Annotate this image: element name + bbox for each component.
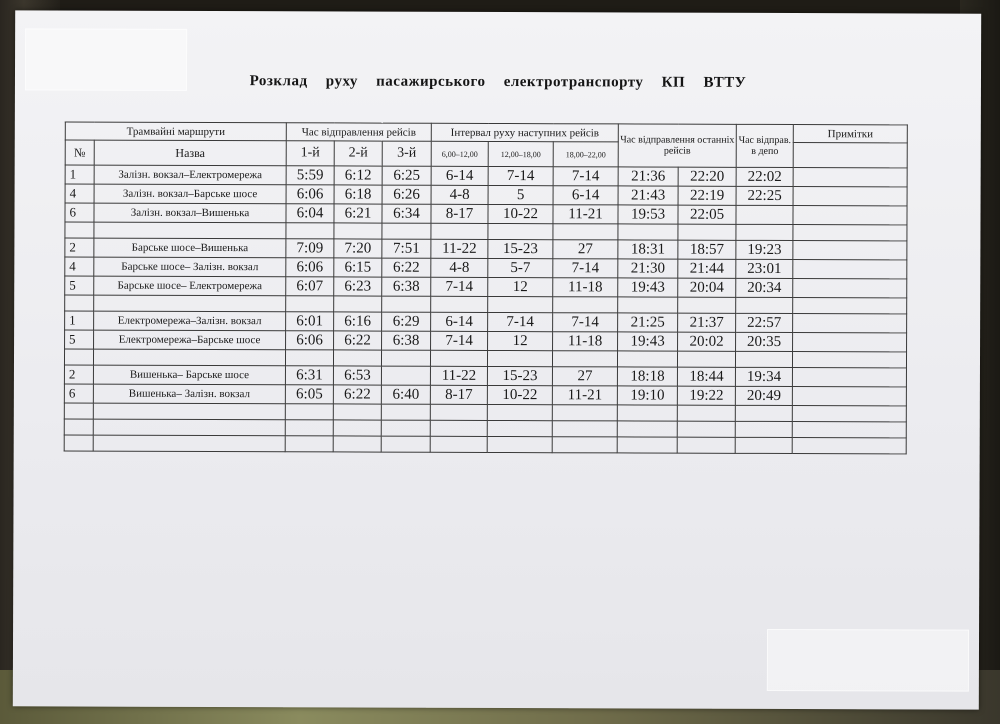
- cell-i1: 11-22: [430, 366, 487, 385]
- header-depot: Час відправ. в депо: [736, 124, 793, 167]
- empty-cell: [382, 223, 431, 239]
- header-last-departure: Час відправлення останніх рейсів: [618, 124, 736, 167]
- cell-depot: 20:35: [736, 332, 793, 351]
- cell-i1: 7-14: [431, 277, 488, 296]
- empty-cell: [617, 437, 677, 453]
- cell-l1: 19:53: [618, 205, 678, 224]
- cell-notes: [793, 168, 907, 187]
- empty-cell: [792, 422, 906, 438]
- empty-cell: [793, 225, 907, 241]
- cell-t1: 6:06: [286, 185, 334, 204]
- cell-depot: 22:02: [736, 167, 793, 186]
- cell-i1: 4-8: [431, 185, 488, 204]
- header-interval-1: 6,00–12,00: [431, 141, 488, 166]
- cell-i2: 15-23: [487, 366, 552, 385]
- cell-t2: 7:20: [334, 239, 382, 258]
- cell-t3: 6:25: [382, 166, 431, 185]
- cell-depot: 19:23: [736, 240, 793, 259]
- empty-cell: [285, 436, 333, 452]
- cell-name: Залізн. вокзал–Електромережа: [94, 165, 286, 185]
- empty-cell: [677, 421, 735, 437]
- cell-t1: 6:31: [285, 366, 333, 385]
- empty-cell: [430, 436, 487, 452]
- empty-cell: [735, 405, 792, 421]
- header-interval: Інтервал руху наступних рейсів: [431, 123, 618, 142]
- empty-cell: [381, 420, 430, 436]
- empty-cell: [286, 223, 334, 239]
- cell-i2: 15-23: [488, 239, 553, 258]
- cell-l2: 22:20: [678, 167, 736, 186]
- empty-cell: [553, 351, 618, 367]
- cell-i3: 6-14: [553, 186, 618, 205]
- empty-cell: [431, 350, 488, 366]
- cell-num: 2: [65, 238, 94, 257]
- cell-t3: 6:29: [382, 312, 431, 331]
- cell-num: 1: [65, 165, 94, 184]
- empty-cell: [793, 298, 907, 314]
- cell-i3: 7-14: [553, 313, 618, 332]
- cell-name: Барське шосе– Електромережа: [94, 276, 286, 296]
- cell-i2: 10-22: [487, 385, 552, 404]
- empty-cell: [285, 420, 333, 436]
- cell-notes: [792, 387, 906, 406]
- cell-depot: 20:49: [735, 386, 792, 405]
- cell-i2: 7-14: [488, 166, 553, 185]
- empty-cell: [617, 405, 677, 421]
- cell-t1: 6:01: [286, 312, 334, 331]
- empty-cell: [333, 420, 381, 436]
- cell-l2: 21:44: [678, 259, 736, 278]
- empty-cell: [553, 224, 618, 240]
- empty-cell: [93, 419, 285, 436]
- empty-cell: [735, 437, 792, 453]
- empty-cell: [94, 222, 286, 239]
- cell-t2: 6:16: [334, 312, 382, 331]
- cell-name: Вишенька– Залізн. вокзал: [93, 384, 285, 404]
- cell-t3: 7:51: [382, 239, 431, 258]
- empty-cell: [488, 350, 553, 366]
- cell-l2: 20:04: [678, 278, 736, 297]
- cell-t3: 6:22: [382, 258, 431, 277]
- cell-name: Залізн. вокзал–Вишенька: [94, 203, 286, 223]
- empty-cell: [488, 296, 553, 312]
- cell-notes: [793, 260, 907, 279]
- empty-cell: [334, 223, 382, 239]
- header-routes: Трамвайні маршрути: [65, 122, 286, 141]
- empty-cell: [333, 404, 381, 420]
- empty-cell: [618, 297, 678, 313]
- cell-notes: [793, 206, 907, 225]
- cell-t3: 6:26: [382, 185, 431, 204]
- schedule-table: [64, 121, 908, 454]
- cell-notes: [793, 279, 907, 298]
- empty-cell: [381, 436, 430, 452]
- cell-i1: 6-14: [431, 166, 488, 185]
- cell-l2: 19:22: [677, 386, 735, 405]
- cell-name: Електромережа–Барське шосе: [94, 330, 286, 350]
- cell-l2: 18:44: [677, 367, 735, 386]
- empty-cell: [487, 420, 552, 436]
- cell-t2: 6:23: [334, 277, 382, 296]
- empty-cell: [286, 296, 334, 312]
- cell-i2: 7-14: [488, 312, 553, 331]
- empty-cell: [678, 297, 736, 313]
- empty-cell: [552, 405, 617, 421]
- cell-t3: 6:40: [381, 385, 430, 404]
- cell-t1: 5:59: [286, 166, 334, 185]
- cell-num: 1: [65, 311, 94, 330]
- cell-notes: [792, 368, 906, 387]
- cell-t1: 6:04: [286, 204, 334, 223]
- cell-l2: 22:19: [678, 186, 736, 205]
- empty-cell: [93, 349, 285, 366]
- cell-l1: 19:43: [618, 278, 678, 297]
- paper-sheet: [13, 10, 981, 709]
- cell-t2: 6:12: [334, 166, 382, 185]
- empty-cell: [617, 421, 677, 437]
- cell-i1: 6-14: [431, 312, 488, 331]
- cell-depot: 20:34: [736, 278, 793, 297]
- cell-l2: 18:57: [678, 240, 736, 259]
- empty-cell: [678, 351, 736, 367]
- empty-cell: [381, 404, 430, 420]
- cell-name: Електромережа–Залізн. вокзал: [94, 311, 286, 331]
- cell-notes: [793, 333, 907, 352]
- empty-cell: [285, 350, 333, 366]
- cell-t1: 6:06: [286, 258, 334, 277]
- cell-i1: 8-17: [430, 385, 487, 404]
- cell-t2: 6:22: [334, 331, 382, 350]
- cell-i2: 5: [488, 185, 553, 204]
- cell-depot: 22:25: [736, 186, 793, 205]
- cell-num: 5: [65, 330, 94, 349]
- cell-i1: 11-22: [431, 239, 488, 258]
- cell-t2: 6:22: [333, 385, 381, 404]
- empty-cell: [552, 437, 617, 453]
- cell-name: Барське шосе– Залізн. вокзал: [94, 257, 286, 277]
- empty-cell: [736, 297, 793, 313]
- cell-t1: 6:05: [285, 385, 333, 404]
- cell-i1: 4-8: [431, 258, 488, 277]
- empty-cell: [94, 295, 286, 312]
- cell-i3: 27: [552, 367, 617, 386]
- cell-num: 6: [64, 384, 93, 403]
- empty-cell: [333, 350, 381, 366]
- empty-cell: [64, 349, 93, 365]
- cell-l1: 18:31: [618, 240, 678, 259]
- cell-i3: 11-18: [553, 332, 618, 351]
- empty-cell: [792, 438, 906, 454]
- empty-cell: [65, 222, 94, 238]
- cell-depot: 19:34: [735, 367, 792, 386]
- cell-l2: 22:05: [678, 205, 736, 224]
- empty-cell: [618, 224, 678, 240]
- cell-t2: 6:15: [334, 258, 382, 277]
- cell-l1: 19:10: [617, 386, 677, 405]
- cell-i3: 11-21: [552, 386, 617, 405]
- cell-i2: 12: [488, 331, 553, 350]
- empty-row: [64, 435, 906, 454]
- empty-cell: [333, 436, 381, 452]
- empty-cell: [736, 351, 793, 367]
- empty-cell: [93, 435, 285, 452]
- cell-t2: 6:21: [334, 204, 382, 223]
- cell-i2: 12: [488, 277, 553, 296]
- cell-i3: 7-14: [553, 167, 618, 186]
- cell-l2: 21:37: [678, 313, 736, 332]
- cell-l2: 20:02: [678, 332, 736, 351]
- cell-l1: 19:43: [618, 332, 678, 351]
- cell-t2: 6:18: [334, 185, 382, 204]
- cell-notes: [793, 187, 907, 206]
- empty-cell: [382, 296, 431, 312]
- cell-num: 6: [65, 203, 94, 222]
- empty-cell: [553, 297, 618, 313]
- cell-t1: 6:06: [286, 331, 334, 350]
- cell-t3: 6:38: [382, 277, 431, 296]
- cell-num: 2: [64, 365, 93, 384]
- header-departure-time: Час відправлення рейсів: [286, 123, 431, 142]
- empty-cell: [488, 223, 553, 239]
- header-name: Назва: [94, 140, 286, 166]
- empty-cell: [618, 351, 678, 367]
- cell-l1: 21:43: [618, 186, 678, 205]
- cell-l1: 21:36: [618, 167, 678, 186]
- cell-i3: 7-14: [553, 259, 618, 278]
- cell-notes: [793, 241, 907, 260]
- header-interval-2: 12,00–18,00: [488, 141, 553, 166]
- cell-i3: 11-21: [553, 205, 618, 224]
- cell-i2: 10-22: [488, 204, 553, 223]
- header-interval-3: 18,00–22,00: [553, 142, 618, 167]
- cell-depot: 22:57: [736, 313, 793, 332]
- empty-cell: [64, 435, 93, 451]
- empty-cell: [431, 296, 488, 312]
- cell-t3: 6:38: [382, 331, 431, 350]
- cell-name: Барське шосе–Вишенька: [94, 238, 286, 258]
- cell-l1: 21:30: [618, 259, 678, 278]
- empty-cell: [64, 419, 93, 435]
- header-num: №: [65, 140, 94, 165]
- cell-l1: 21:25: [618, 313, 678, 332]
- page-title: Розклад руху пасажирського електротранспорту КП ВТТУ: [249, 73, 747, 91]
- empty-cell: [678, 224, 736, 240]
- empty-cell: [430, 420, 487, 436]
- empty-cell: [792, 406, 906, 422]
- empty-cell: [487, 404, 552, 420]
- empty-cell: [93, 403, 285, 420]
- cell-name: Вишенька– Барське шосе: [93, 365, 285, 385]
- empty-cell: [64, 403, 93, 419]
- empty-cell: [735, 421, 792, 437]
- header-first: 1-й: [286, 141, 334, 166]
- empty-cell: [677, 405, 735, 421]
- cell-i1: 8-17: [431, 204, 488, 223]
- cell-t1: 7:09: [286, 239, 334, 258]
- cell-t3: 6:34: [382, 204, 431, 223]
- empty-cell: [285, 404, 333, 420]
- cell-depot: 23:01: [736, 259, 793, 278]
- header-notes: Примітки: [793, 125, 907, 143]
- header-second: 2-й: [334, 141, 382, 166]
- cell-t1: 6:07: [286, 277, 334, 296]
- empty-cell: [736, 224, 793, 240]
- cell-i3: 11-18: [553, 278, 618, 297]
- cell-i3: 27: [553, 240, 618, 259]
- cell-num: 4: [65, 184, 94, 203]
- cell-i2: 5-7: [488, 258, 553, 277]
- empty-cell: [552, 421, 617, 437]
- cell-t3: [381, 366, 430, 385]
- empty-cell: [793, 352, 907, 368]
- empty-cell: [334, 296, 382, 312]
- cell-l1: 18:18: [617, 367, 677, 386]
- cell-notes: [793, 314, 907, 333]
- notes-blank-cell: [793, 143, 907, 168]
- cell-depot: [736, 205, 793, 224]
- tape-bottom-right: [767, 629, 969, 692]
- empty-cell: [677, 437, 735, 453]
- cell-name: Залізн. вокзал–Барське шосе: [94, 184, 286, 204]
- empty-cell: [430, 404, 487, 420]
- cell-num: 5: [65, 276, 94, 295]
- empty-cell: [381, 350, 430, 366]
- empty-cell: [487, 436, 552, 452]
- empty-cell: [65, 295, 94, 311]
- cell-i1: 7-14: [431, 331, 488, 350]
- empty-cell: [431, 223, 488, 239]
- cell-num: 4: [65, 257, 94, 276]
- cell-t2: 6:53: [333, 366, 381, 385]
- header-third: 3-й: [382, 141, 431, 166]
